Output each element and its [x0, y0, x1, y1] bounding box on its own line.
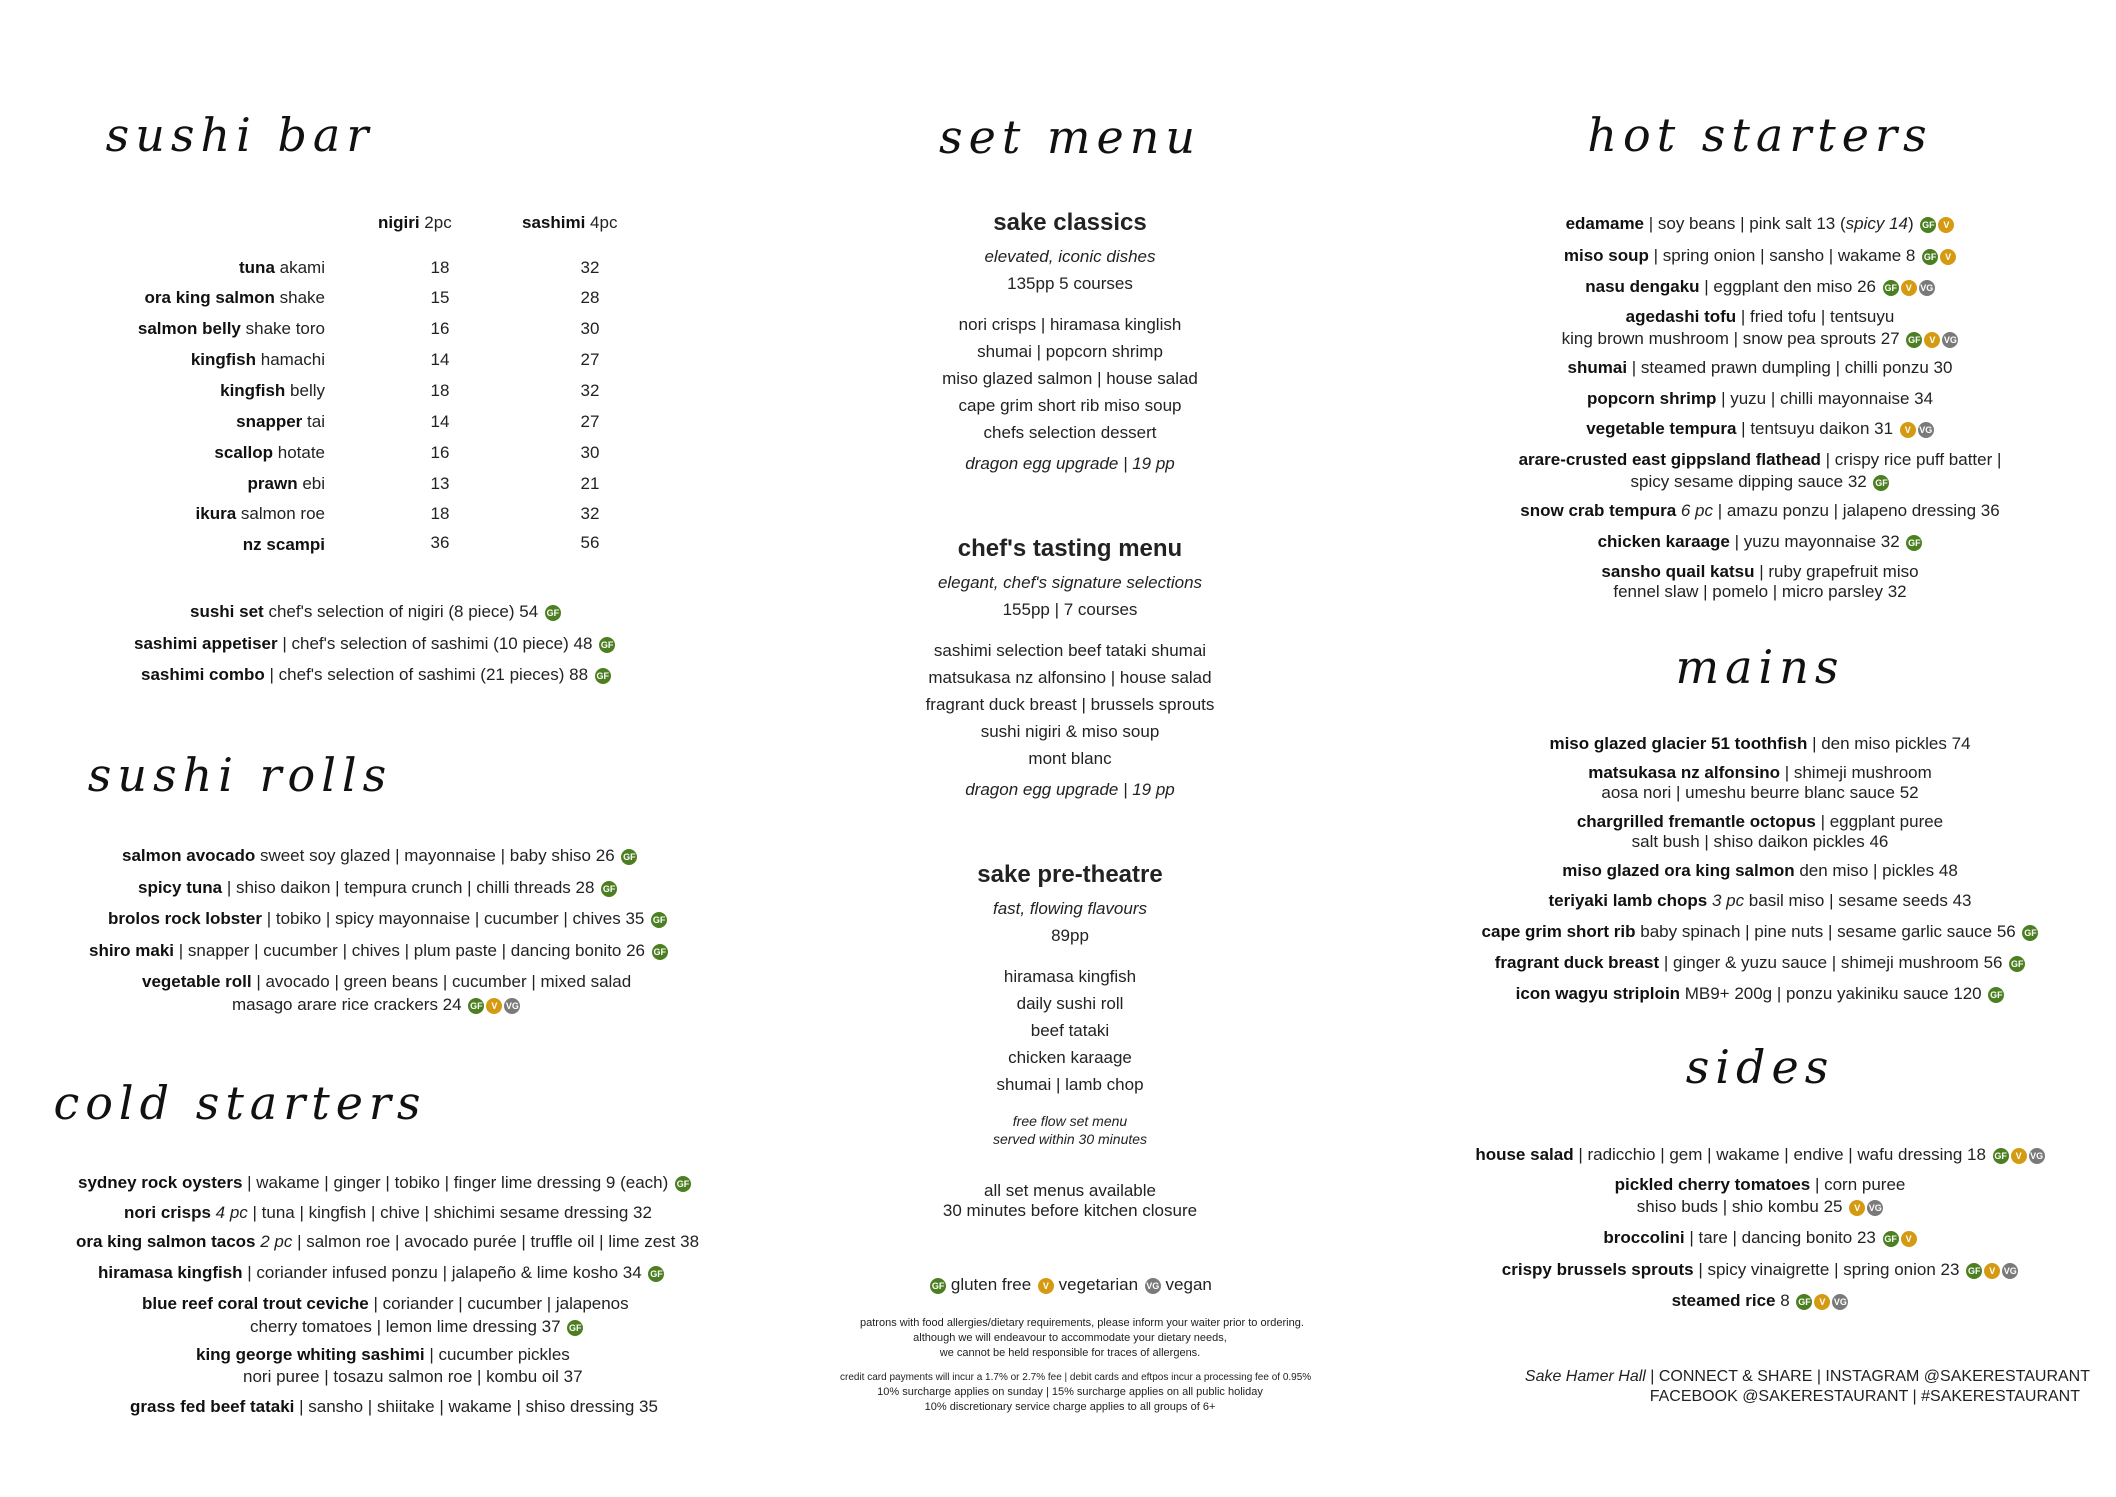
- list-item: shumai | lamb chop: [996, 1075, 1144, 1094]
- sashimi-price: 30: [580, 319, 600, 338]
- vegetarian-icon: V: [1849, 1200, 1865, 1216]
- pre-theatre-subtitle: fast, flowing flavours: [992, 899, 1147, 918]
- table-row: snapper tai: [236, 412, 325, 431]
- vegetarian-icon: V: [1940, 249, 1956, 265]
- vegan-icon: VG: [1919, 280, 1935, 296]
- cold-starters-heading: cold starters: [53, 1076, 427, 1130]
- gluten-free-icon: GF: [651, 912, 667, 928]
- hot-starters-heading: hot starters: [1587, 108, 1933, 162]
- list-item: shumai | popcorn shrimp: [977, 342, 1163, 361]
- sashimi-price: 32: [580, 258, 600, 277]
- nigiri-price: 18: [430, 258, 450, 277]
- sashimi-price: 30: [580, 443, 600, 462]
- gluten-free-icon: GF: [675, 1176, 691, 1192]
- sushi-set-item: sushi set chef's selection of nigiri (8 piece) 54 GF: [190, 602, 560, 621]
- sashimi-price: 28: [580, 288, 600, 307]
- vegetarian-icon: V: [486, 998, 502, 1014]
- free-flow-note-2: served within 30 minutes: [992, 1131, 1148, 1147]
- list-item: snow crab tempura 6 pc | amazu ponzu | jalapeno dressing 36: [1520, 501, 2000, 520]
- upgrade-note: dragon egg upgrade | 19 pp: [965, 454, 1175, 473]
- list-item: daily sushi roll: [1016, 994, 1124, 1013]
- allergen-notice-3: we cannot be held responsible for traces of allergens.: [939, 1347, 1201, 1359]
- sashimi-column-header: sashimi 4pc: [522, 213, 618, 232]
- list-item: king george whiting sashimi | cucumber pickles: [196, 1345, 570, 1364]
- vegan-icon: VG: [2002, 1263, 2018, 1279]
- list-item: crispy brussels sprouts | spicy vinaigrette | spring onion 23 GF V VG: [1501, 1260, 2017, 1279]
- sashimi-price: 27: [580, 350, 600, 369]
- vegan-icon: VG: [1145, 1278, 1161, 1294]
- vegetarian-icon: V: [1924, 332, 1940, 348]
- list-item-line2: spicy sesame dipping sauce 32 GF: [1630, 472, 1888, 491]
- table-row: scallop hotate: [214, 443, 325, 462]
- gluten-free-icon: GF: [599, 637, 615, 653]
- sushi-bar-heading: sushi bar: [105, 108, 375, 162]
- table-row: tuna akami: [239, 258, 325, 277]
- list-item: spicy tuna | shiso daikon | tempura crunch | chilli threads 28 GF: [138, 878, 616, 897]
- list-item: vegetable roll | avocado | green beans | cucumber | mixed salad: [142, 972, 632, 991]
- chefs-tasting-price: 155pp | 7 courses: [1002, 600, 1138, 619]
- sashimi-price: 21: [580, 474, 600, 493]
- nigiri-price: 15: [430, 288, 450, 307]
- service-charge-notice: 10% discretionary service charge applies to all groups of 6+: [924, 1401, 1216, 1413]
- gluten-free-icon: GF: [1873, 475, 1889, 491]
- list-item: beef tataki: [1030, 1021, 1110, 1040]
- list-item-line2: king brown mushroom | snow pea sprouts 27 GF V VG: [1561, 329, 1957, 348]
- sake-classics-title: sake classics: [993, 209, 1147, 236]
- free-flow-note: free flow set menu: [1012, 1113, 1128, 1129]
- vegan-icon: VG: [1867, 1200, 1883, 1216]
- list-item: mont blanc: [1028, 749, 1112, 768]
- list-item: fragrant duck breast | ginger & yuzu sauce | shimeji mushroom 56 GF: [1494, 953, 2024, 972]
- list-item: cape grim short rib baby spinach | pine nuts | sesame garlic sauce 56 GF: [1481, 922, 2037, 941]
- list-item-line2: nori puree | tosazu salmon roe | kombu oil 37: [243, 1367, 583, 1386]
- vegetarian-icon: V: [1814, 1294, 1830, 1310]
- list-item: chicken karaage | yuzu mayonnaise 32 GF: [1597, 532, 1921, 551]
- nigiri-price: 18: [430, 381, 450, 400]
- sashimi-price: 32: [580, 504, 600, 523]
- list-item: hiramasa kingfish: [1003, 967, 1137, 986]
- nigiri-column-header: nigiri 2pc: [378, 213, 452, 232]
- gluten-free-icon: GF: [1922, 249, 1938, 265]
- list-item: pickled cherry tomatoes | corn puree: [1614, 1175, 1906, 1194]
- gluten-free-icon: GF: [1906, 332, 1922, 348]
- vegan-icon: VG: [2029, 1148, 2045, 1164]
- sides-heading: sides: [1685, 1040, 1835, 1094]
- table-row: kingfish hamachi: [190, 350, 325, 369]
- gluten-free-icon: GF: [595, 668, 611, 684]
- list-item: miso glazed ora king salmon den miso | pickles 48: [1562, 861, 1958, 880]
- social-footer: Sake Hamer Hall | CONNECT & SHARE | INSTAGRAM @SAKERESTAURANT: [1524, 1368, 2090, 1385]
- gluten-free-icon: GF: [1966, 1263, 1982, 1279]
- nigiri-price: 13: [430, 474, 450, 493]
- list-item: arare-crusted east gippsland flathead | crispy rice puff batter |: [1518, 450, 2002, 469]
- sushi-rolls-heading: sushi rolls: [87, 748, 393, 802]
- list-item: matsukasa nz alfonsino | house salad: [928, 668, 1212, 687]
- dietary-legend: GF gluten free V vegetarian VG vegan: [931, 1275, 1212, 1294]
- payment-notice: credit card payments will incur a 1.7% or 2.7% fee | debit cards and eftpos incur a processing fee of 0.95%: [840, 1372, 1312, 1383]
- list-item: miso glazed glacier 51 toothfish | den miso pickles 74: [1549, 734, 1971, 753]
- surcharge-notice: 10% surcharge applies on sunday | 15% surcharge applies on all public holiday: [877, 1386, 1263, 1398]
- vegan-icon: VG: [1918, 422, 1934, 438]
- list-item: house salad | radicchio | gem | wakame | endive | wafu dressing 18 GF V VG: [1475, 1145, 2044, 1164]
- sashimi-appetiser-item: sashimi appetiser | chef's selection of sashimi (10 piece) 48 GF: [134, 634, 614, 653]
- list-item: cape grim short rib miso soup: [958, 396, 1182, 415]
- list-item: miso glazed salmon | house salad: [942, 369, 1198, 388]
- gluten-free-icon: GF: [930, 1278, 946, 1294]
- list-item: nasu dengaku | eggplant den miso 26 GF V VG: [1585, 277, 1934, 296]
- list-item: miso soup | spring onion | sansho | wakame 8 GF V: [1440, 245, 2080, 267]
- list-item: edamame | soy beans | pink salt 13 (spicy 14) GF V: [1440, 213, 2080, 235]
- list-item: blue reef coral trout ceviche | coriander | cucumber | jalapenos: [142, 1294, 629, 1313]
- list-item-line2: masago arare rice crackers 24 GF V VG: [232, 995, 519, 1014]
- list-item: brolos rock lobster | tobiko | spicy mayonnaise | cucumber | chives 35 GF: [108, 909, 666, 928]
- gluten-free-icon: GF: [567, 1320, 583, 1336]
- set-menu-heading: set menu: [938, 110, 1202, 164]
- list-item-line2: aosa nori | umeshu beurre blanc sauce 52: [1601, 783, 1919, 802]
- availability-note: all set menus available: [984, 1181, 1156, 1200]
- nigiri-price: 14: [430, 350, 450, 369]
- list-item: chefs selection dessert: [983, 423, 1157, 442]
- vegan-icon: VG: [504, 998, 520, 1014]
- list-item: shiro maki | snapper | cucumber | chives | plum paste | dancing bonito 26 GF: [89, 941, 666, 960]
- list-item: nori crisps | hiramasa kinglish: [958, 315, 1182, 334]
- list-item: agedashi tofu | fried tofu | tentsuyu: [1625, 307, 1895, 326]
- nigiri-price: 14: [430, 412, 450, 431]
- gluten-free-icon: GF: [2022, 925, 2038, 941]
- gluten-free-icon: GF: [1883, 1231, 1899, 1247]
- list-item: sushi nigiri & miso soup: [980, 722, 1160, 741]
- list-item: chicken karaage: [1008, 1048, 1132, 1067]
- sake-classics-subtitle: elevated, iconic dishes: [984, 247, 1156, 266]
- list-item: shumai | steamed prawn dumpling | chilli ponzu 30: [1567, 358, 1953, 377]
- vegetarian-icon: V: [1901, 1231, 1917, 1247]
- list-item-line2: cherry tomatoes | lemon lime dressing 37 GF: [250, 1317, 582, 1336]
- nigiri-price: 36: [430, 533, 450, 552]
- gluten-free-icon: GF: [1988, 987, 2004, 1003]
- table-row: prawn ebi: [247, 474, 325, 493]
- allergen-notice-2: although we will endeavour to accommodate your dietary needs,: [913, 1332, 1227, 1344]
- sashimi-combo-item: sashimi combo | chef's selection of sashimi (21 pieces) 88 GF: [141, 665, 610, 684]
- list-item: steamed rice 8 GF V VG: [1671, 1291, 1847, 1310]
- vegetarian-icon: V: [1984, 1263, 2000, 1279]
- chefs-tasting-subtitle: elegant, chef's signature selections: [937, 573, 1203, 592]
- nigiri-price: 18: [430, 504, 450, 523]
- availability-note-2: 30 minutes before kitchen closure: [942, 1201, 1198, 1220]
- gluten-free-icon: GF: [652, 944, 668, 960]
- gluten-free-icon: GF: [1906, 535, 1922, 551]
- mains-heading: mains: [1675, 640, 1845, 694]
- list-item: vegetable tempura | tentsuyu daikon 31 V VG: [1586, 419, 1933, 438]
- social-footer-2: FACEBOOK @SAKERESTAURANT | #SAKERESTAURANT: [1649, 1388, 2080, 1405]
- gluten-free-icon: GF: [468, 998, 484, 1014]
- list-item: matsukasa nz alfonsino | shimeji mushroom: [1588, 763, 1932, 782]
- list-item: sydney rock oysters | wakame | ginger | tobiko | finger lime dressing 9 (each) GF: [78, 1173, 690, 1192]
- table-row: kingfish belly: [220, 381, 325, 400]
- sashimi-price: 32: [580, 381, 600, 400]
- table-row: nz scampi: [242, 535, 325, 554]
- table-row: ikura salmon roe: [195, 504, 325, 523]
- gluten-free-icon: GF: [648, 1266, 664, 1282]
- vegan-icon: VG: [1942, 332, 1958, 348]
- gluten-free-icon: GF: [1920, 217, 1936, 233]
- vegetarian-icon: V: [1938, 217, 1954, 233]
- sashimi-price: 56: [580, 533, 600, 552]
- vegetarian-icon: V: [1901, 280, 1917, 296]
- list-item: nori crisps 4 pc | tuna | kingfish | chive | shichimi sesame dressing 32: [124, 1203, 652, 1222]
- sashimi-price: 27: [580, 412, 600, 431]
- nigiri-price: 16: [430, 443, 450, 462]
- list-item-line2: fennel slaw | pomelo | micro parsley 32: [1613, 582, 1907, 601]
- list-item: ora king salmon tacos 2 pc | salmon roe | avocado purée | truffle oil | lime zest 38: [76, 1232, 700, 1251]
- gluten-free-icon: GF: [601, 881, 617, 897]
- gluten-free-icon: GF: [1883, 280, 1899, 296]
- table-row: ora king salmon shake: [144, 288, 325, 307]
- upgrade-note: dragon egg upgrade | 19 pp: [965, 780, 1175, 799]
- nigiri-price: 16: [430, 319, 450, 338]
- list-item: fragrant duck breast | brussels sprouts: [925, 695, 1215, 714]
- vegetarian-icon: V: [1900, 422, 1916, 438]
- vegetarian-icon: V: [2011, 1148, 2027, 1164]
- list-item: teriyaki lamb chops 3 pc basil miso | sesame seeds 43: [1548, 891, 1972, 910]
- vegetarian-icon: V: [1038, 1278, 1054, 1294]
- list-item: chargrilled fremantle octopus | eggplant puree: [1576, 812, 1944, 831]
- gluten-free-icon: GF: [545, 605, 561, 621]
- vegan-icon: VG: [1832, 1294, 1848, 1310]
- allergen-notice: patrons with food allergies/dietary requirements, please inform your waiter prior to ordering.: [860, 1317, 1304, 1329]
- gluten-free-icon: GF: [1796, 1294, 1812, 1310]
- list-item: grass fed beef tataki | sansho | shiitake | wakame | shiso dressing 35: [130, 1397, 658, 1416]
- list-item: hiramasa kingfish | coriander infused ponzu | jalapeño & lime kosho 34 GF: [98, 1263, 663, 1282]
- pre-theatre-price: 89pp: [1051, 926, 1089, 945]
- table-row: salmon belly shake toro: [137, 319, 325, 338]
- gluten-free-icon: GF: [2009, 956, 2025, 972]
- list-item: sashimi selection beef tataki shumai: [933, 641, 1207, 660]
- list-item: popcorn shrimp | yuzu | chilli mayonnaise 34: [1586, 389, 1934, 408]
- list-item-line2: shiso buds | shio kombu 25 V VG: [1636, 1197, 1882, 1216]
- list-item: broccolini | tare | dancing bonito 23 GF V: [1440, 1227, 2080, 1249]
- gluten-free-icon: GF: [621, 849, 637, 865]
- list-item-line2: salt bush | shiso daikon pickles 46: [1631, 832, 1889, 851]
- sake-classics-price: 135pp 5 courses: [1007, 274, 1133, 293]
- gluten-free-icon: GF: [1993, 1148, 2009, 1164]
- list-item: salmon avocado sweet soy glazed | mayonnaise | baby shiso 26 GF: [122, 846, 636, 865]
- chefs-tasting-title: chef's tasting menu: [957, 535, 1183, 562]
- list-item: sansho quail katsu | ruby grapefruit miso: [1601, 562, 1919, 581]
- list-item: icon wagyu striploin MB9+ 200g | ponzu yakiniku sauce 120 GF: [1515, 984, 2003, 1003]
- pre-theatre-title: sake pre-theatre: [977, 861, 1163, 888]
